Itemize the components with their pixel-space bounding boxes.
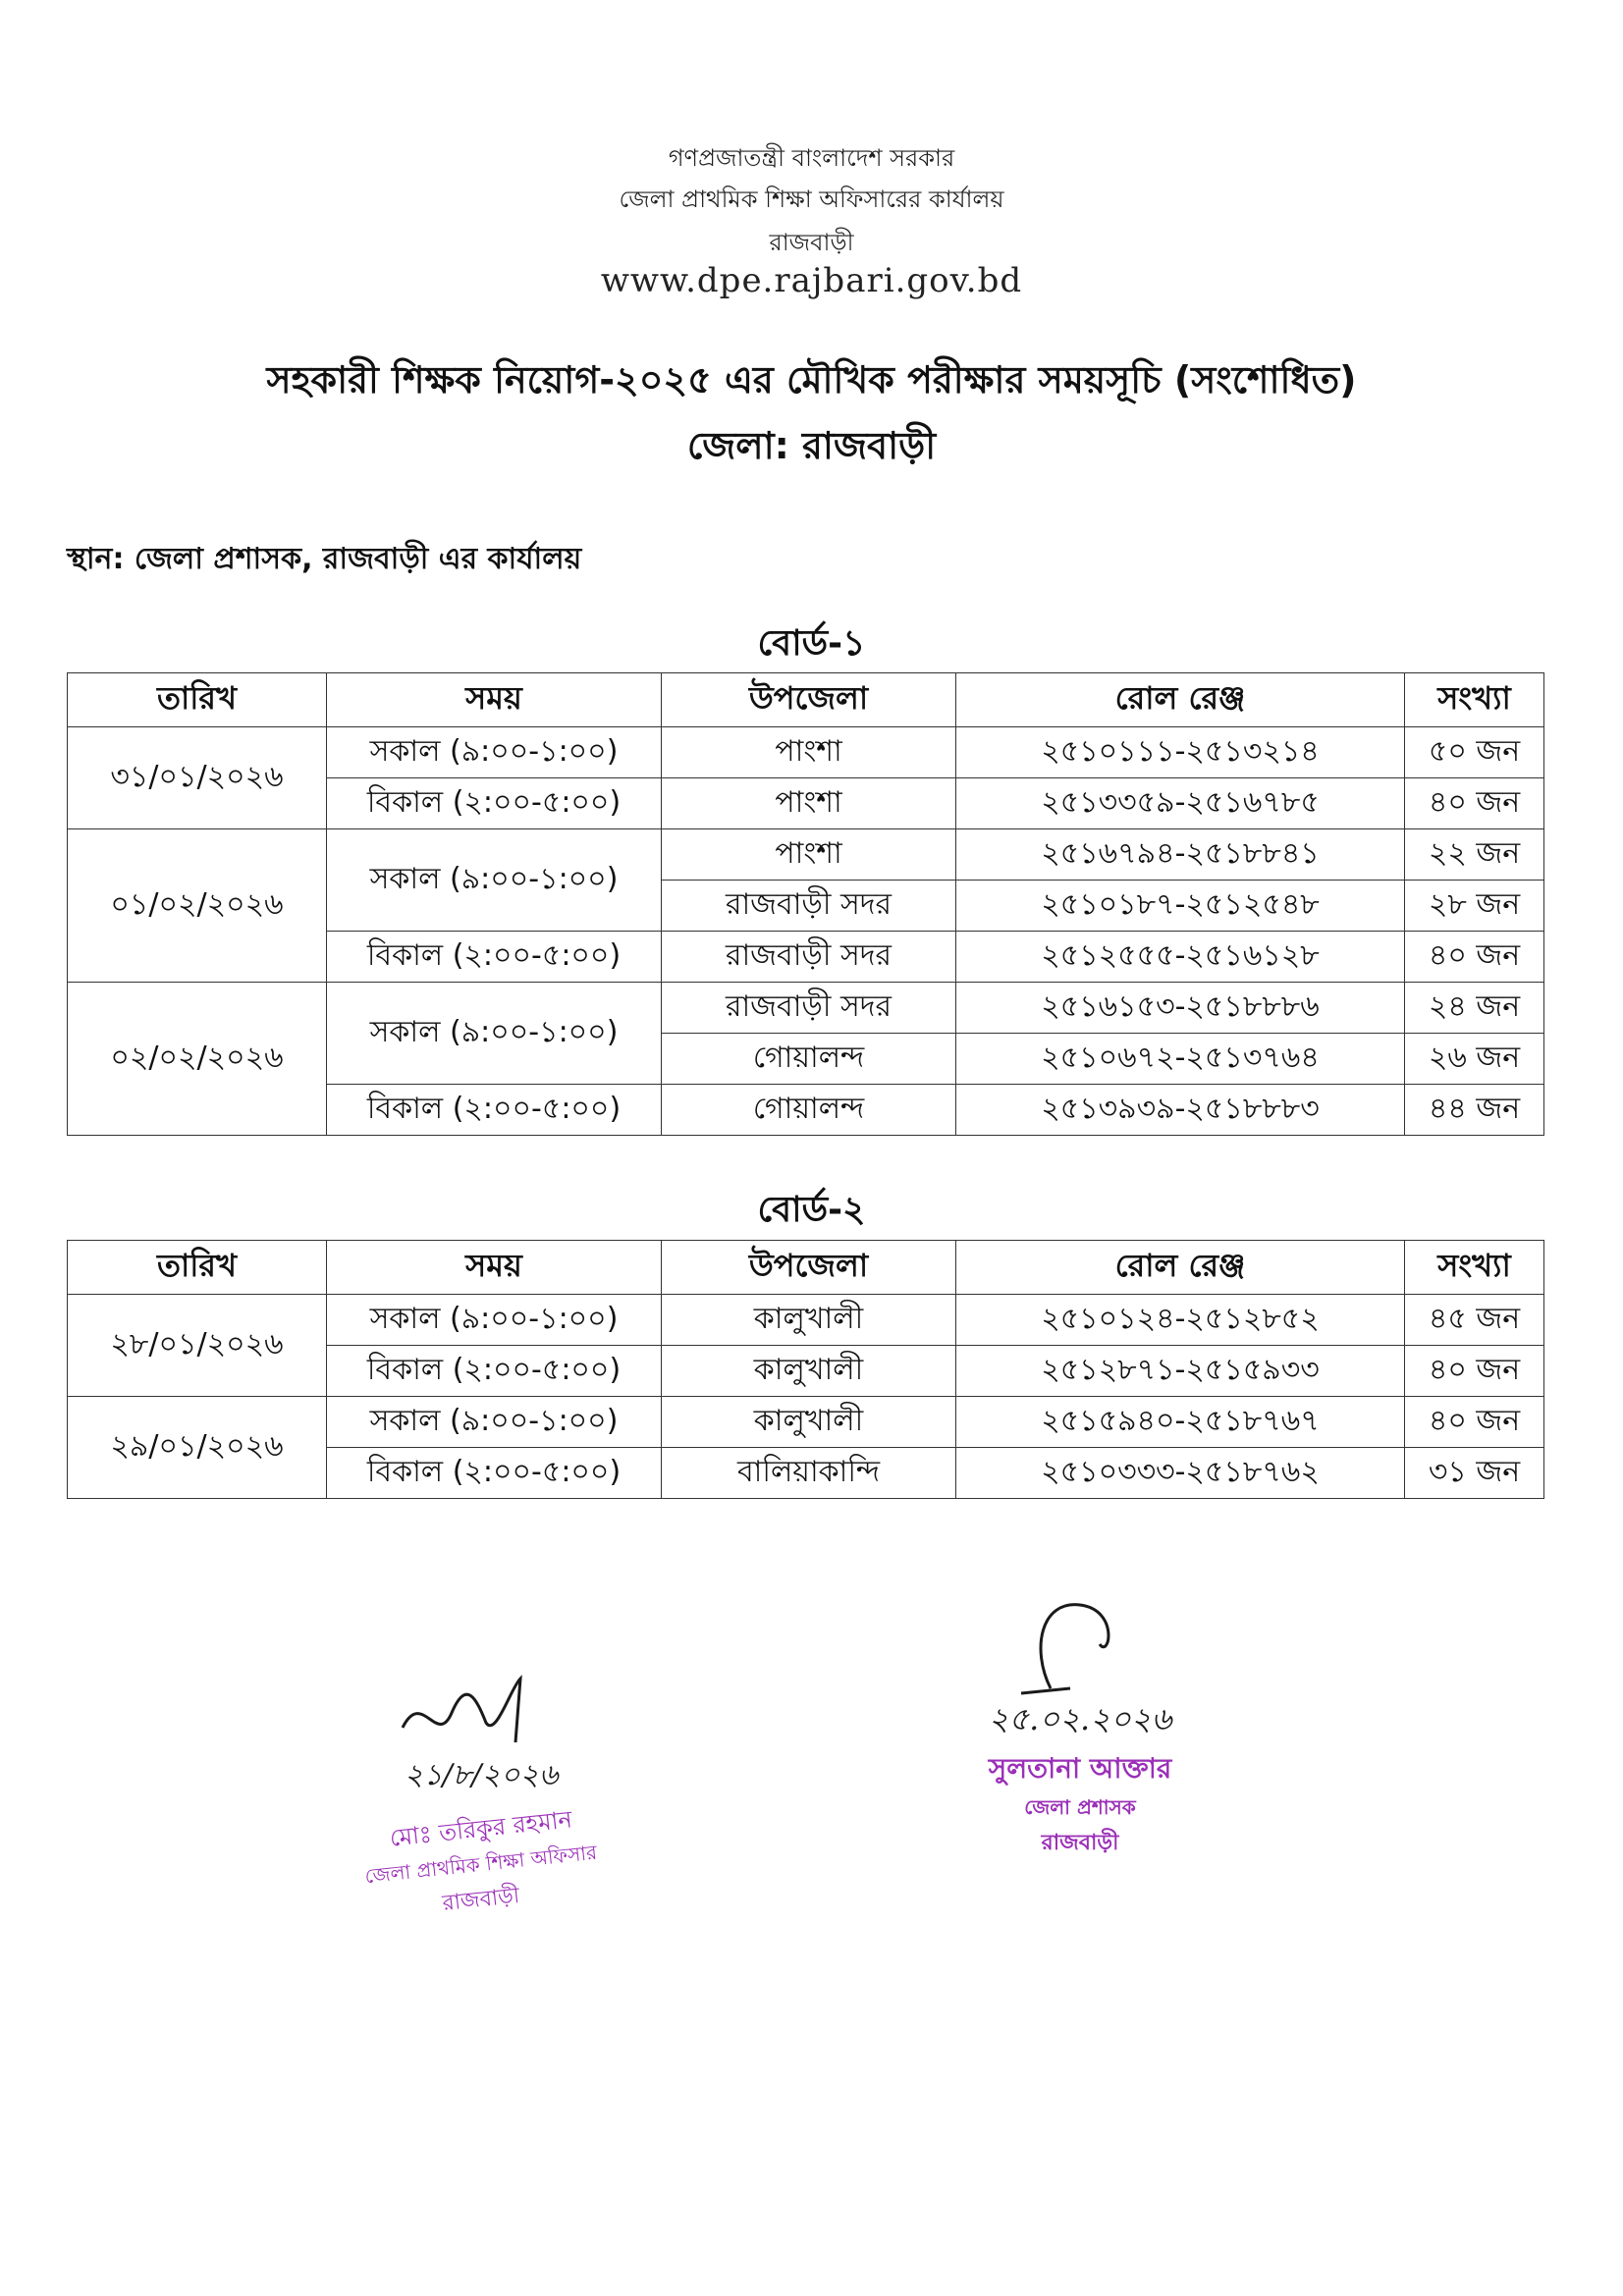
roll-range-cell: ২৫১০১৮৭-২৫১২৫৪৮ [956, 881, 1405, 932]
table-row [68, 1295, 1544, 1346]
upazila-cell: গোয়ালন্দ [662, 1085, 956, 1136]
upazila-cell: রাজবাড়ী সদর [662, 932, 956, 983]
upazila-cell: পাংশা [662, 727, 956, 778]
date-cell: ২৯/০১/২০২৬ [68, 1397, 327, 1499]
table-row [68, 1397, 1544, 1448]
roll-range-cell: ২৫১৬৭৯৪-২৫১৮৮৪১ [956, 829, 1405, 881]
website-link[interactable]: www.dpe.rajbari.gov.bd [600, 261, 1023, 300]
upazila-cell: গোয়ালন্দ [662, 1034, 956, 1085]
time-cell: সকাল (৯:০০-১:০০) [327, 829, 662, 932]
signature-left-date: ২১/৮/২০২৬ [404, 1758, 559, 1792]
table-row [68, 983, 1544, 1034]
signature-right-place: রাজবাড়ী [1041, 1831, 1119, 1855]
roll-range-cell: ২৫১০৩৩৩-২৫১৮৭৬২ [956, 1448, 1405, 1499]
count-cell: ৫০ জন [1405, 727, 1544, 778]
count-cell: ৪০ জন [1405, 1397, 1544, 1448]
date-cell: ৩১/০১/২০২৬ [68, 727, 327, 829]
time-cell: বিকাল (২:০০-৫:০০) [327, 1448, 662, 1499]
roll-range-cell: ২৫১০১২৪-২৫১২৮৫২ [956, 1295, 1405, 1346]
count-cell: ২৬ জন [1405, 1034, 1544, 1085]
signature-left-place: রাজবাড়ী [441, 1883, 521, 1917]
roll-range-cell: ২৫১২৫৫৫-২৫১৬১২৮ [956, 932, 1405, 983]
roll-range-cell: ২৫১৫৯৪০-২৫১৮৭৬৭ [956, 1397, 1405, 1448]
upazila-cell: কালুখালী [662, 1397, 956, 1448]
column-header: সংখ্যা [1405, 1241, 1544, 1295]
signature-left [314, 1669, 648, 1919]
roll-range-cell: ২৫১৩৩৫৯-২৫১৬৭৮৫ [956, 778, 1405, 829]
table-header-row [68, 673, 1544, 727]
table-row [68, 727, 1544, 778]
column-header: সময় [327, 673, 662, 727]
time-cell: বিকাল (২:০০-৫:০০) [327, 932, 662, 983]
table-header-row [68, 1241, 1544, 1295]
upazila-cell: বালিয়াকান্দি [662, 1448, 956, 1499]
column-header: সংখ্যা [1405, 673, 1544, 727]
upazila-cell: পাংশা [662, 829, 956, 881]
header-office: জেলা প্রাথমিক শিক্ষা অফিসারের কার্যালয় [619, 186, 1004, 213]
time-cell: বিকাল (২:০০-৫:০০) [327, 778, 662, 829]
signature-scribble-right [982, 1590, 1178, 1698]
column-header: তারিখ [68, 673, 327, 727]
column-header: সময় [327, 1241, 662, 1295]
signature-right [913, 1590, 1247, 1862]
column-header: উপজেলা [662, 673, 956, 727]
board-1-table [67, 672, 1544, 1136]
roll-range-cell: ২৫১৬১৫৩-২৫১৮৮৮৬ [956, 983, 1405, 1034]
signature-left-name: মোঃ তরিকুর রহমান [388, 1805, 574, 1852]
time-cell: সকাল (৯:০০-১:০০) [327, 1397, 662, 1448]
district-title: জেলা: রাজবাড়ী [686, 424, 937, 467]
column-header: রোল রেঞ্জ [956, 673, 1405, 727]
count-cell: ২২ জন [1405, 829, 1544, 881]
count-cell: ২৮ জন [1405, 881, 1544, 932]
signature-scribble-left [393, 1669, 569, 1757]
date-cell: ০২/০২/২০২৬ [68, 983, 327, 1136]
count-cell: ৪০ জন [1405, 932, 1544, 983]
header-district: রাজবাড়ী [769, 229, 854, 256]
time-cell: সকাল (৯:০০-১:০০) [327, 1295, 662, 1346]
upazila-cell: রাজবাড়ী সদর [662, 881, 956, 932]
board-1-title: বোর্ড-১ [757, 623, 866, 664]
count-cell: ৪০ জন [1405, 778, 1544, 829]
column-header: তারিখ [68, 1241, 327, 1295]
roll-range-cell: ২৫১০১১১-২৫১৩২১৪ [956, 727, 1405, 778]
count-cell: ৪০ জন [1405, 1346, 1544, 1397]
signature-left-designation: জেলা প্রাথমিক শিক্ষা অফিসার [363, 1840, 599, 1889]
roll-range-cell: ২৫১৩৯৩৯-২৫১৮৮৮৩ [956, 1085, 1405, 1136]
venue-text: স্থান: জেলা প্রশাসক, রাজবাড়ী এর কার্যালয় [67, 542, 582, 576]
upazila-cell: রাজবাড়ী সদর [662, 983, 956, 1034]
signature-right-date: ২৫.০২.২০২৬ [988, 1700, 1172, 1737]
time-cell: সকাল (৯:০০-১:০০) [327, 983, 662, 1085]
upazila-cell: কালুখালী [662, 1346, 956, 1397]
count-cell: ৪৫ জন [1405, 1295, 1544, 1346]
signature-right-name: সুলতানা আক্তার [988, 1752, 1172, 1785]
signature-right-designation: জেলা প্রশাসক [1024, 1795, 1136, 1819]
roll-range-cell: ২৫১২৮৭১-২৫১৫৯৩৩ [956, 1346, 1405, 1397]
roll-range-cell: ২৫১০৬৭২-২৫১৩৭৬৪ [956, 1034, 1405, 1085]
time-cell: বিকাল (২:০০-৫:০০) [327, 1085, 662, 1136]
board-2-table [67, 1240, 1544, 1499]
column-header: রোল রেঞ্জ [956, 1241, 1405, 1295]
board-2-title: বোর্ড-২ [757, 1190, 866, 1230]
upazila-cell: কালুখালী [662, 1295, 956, 1346]
time-cell: সকাল (৯:০০-১:০০) [327, 727, 662, 778]
count-cell: ৩১ জন [1405, 1448, 1544, 1499]
date-cell: ০১/০২/২০২৬ [68, 829, 327, 983]
header-govt: গণপ্রজাতন্ত্রী বাংলাদেশ সরকার [668, 144, 955, 172]
time-cell: বিকাল (২:০০-৫:০০) [327, 1346, 662, 1397]
upazila-cell: পাংশা [662, 778, 956, 829]
count-cell: ৪৪ জন [1405, 1085, 1544, 1136]
table-row [68, 829, 1544, 881]
page-title: সহকারী শিক্ষক নিয়োগ-২০২৫ এর মৌখিক পরীক্ষার সময়সূচি (সংশোধিত) [266, 358, 1357, 401]
count-cell: ২৪ জন [1405, 983, 1544, 1034]
date-cell: ২৮/০১/২০২৬ [68, 1295, 327, 1397]
column-header: উপজেলা [662, 1241, 956, 1295]
